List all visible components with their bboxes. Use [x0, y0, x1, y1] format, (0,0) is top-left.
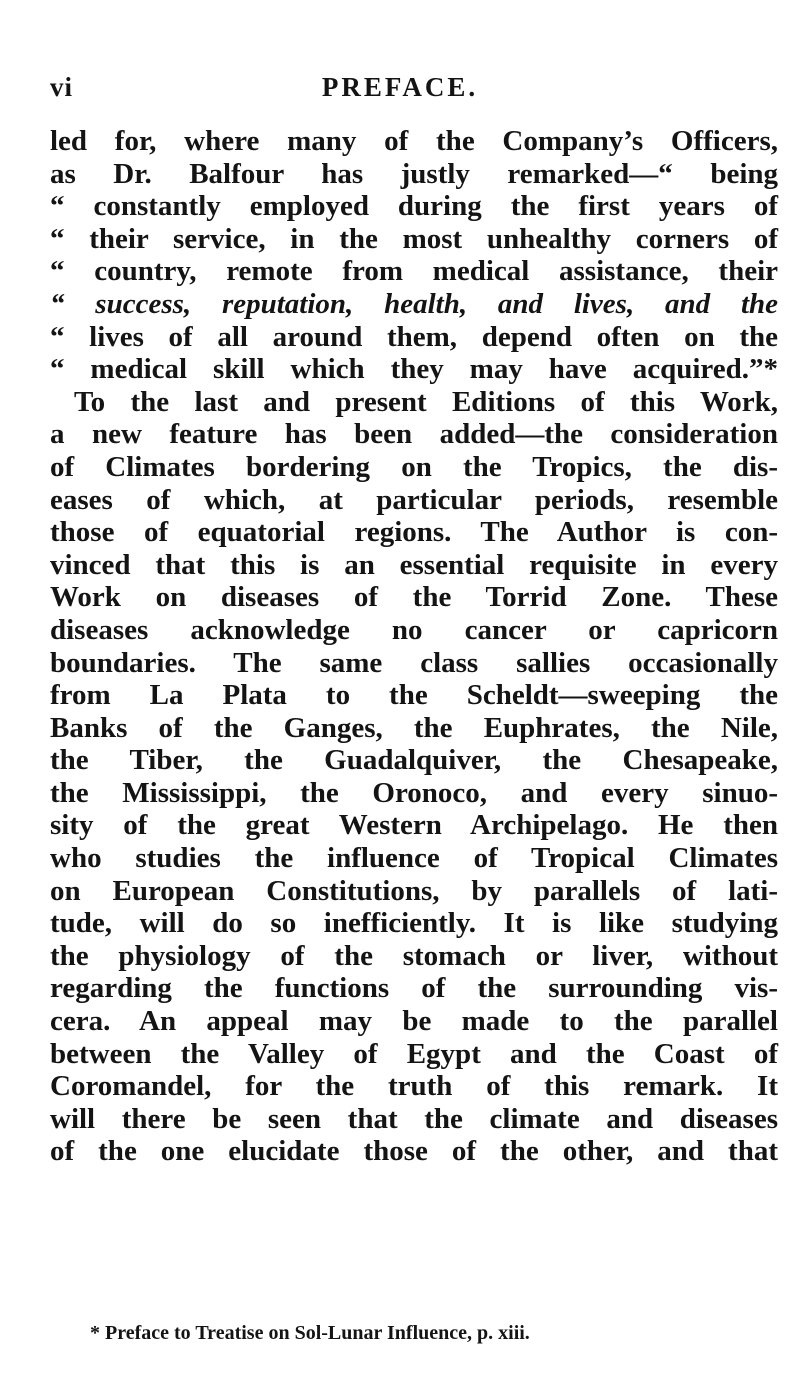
text-line: who studies the influence of Tropical Climates: [50, 842, 778, 875]
body-text: [50, 125, 778, 1168]
text-line: “ medical skill which they may have acquired.”*: [50, 353, 778, 386]
text-line: “ success, reputation, health, and lives, and the: [50, 287, 778, 320]
text-line: “ their service, in the most unhealthy corners of: [50, 222, 778, 255]
footnote: * Preface to Treatise on Sol-Lunar Influence, p. xiii.: [90, 1322, 530, 1344]
page-header: [36, 72, 764, 112]
text-line: cera. An appeal may be made to the parallel: [50, 1005, 778, 1038]
text-line: eases of which, at particular periods, resemble: [50, 483, 778, 516]
text-line: the physiology of the stomach or liver, without: [50, 939, 778, 972]
text-line: Work on diseases of the Torrid Zone. These: [50, 581, 778, 614]
text-line: led for, where many of the Company’s Officers,: [50, 125, 778, 157]
page-number: vi: [50, 72, 74, 102]
text-line: sity of the great Western Archipelago. He then: [50, 809, 778, 842]
text-line: Banks of the Ganges, the Euphrates, the Nile,: [50, 711, 778, 744]
text-line: Coromandel, for the truth of this remark. It: [50, 1070, 778, 1103]
text-line: the Tiber, the Guadalquiver, the Chesapeake,: [50, 744, 778, 777]
text-line: vinced that this is an essential requisite in every: [50, 548, 778, 581]
text-line: regarding the functions of the surrounding vis-: [50, 972, 778, 1005]
running-head: PREFACE.: [321, 72, 479, 102]
text-line: between the Valley of Egypt and the Coast of: [50, 1037, 778, 1070]
text-line: of the one elucidate those of the other, and that: [50, 1135, 778, 1168]
text-line: those of equatorial regions. The Author is con-: [50, 516, 778, 549]
text-line: from La Plata to the Scheldt—sweeping the: [50, 679, 778, 712]
text-line: the Mississippi, the Oronoco, and every sinuo-: [50, 776, 778, 809]
text-line: a new feature has been added—the consideration: [50, 418, 778, 451]
text-line: “ constantly employed during the first years of: [50, 190, 778, 223]
text-line: on European Constitutions, by parallels of lati-: [50, 874, 778, 907]
text-line: will there be seen that the climate and diseases: [50, 1102, 778, 1135]
text-line: boundaries. The same class sallies occasionally: [50, 646, 778, 679]
text-line: of Climates bordering on the Tropics, the dis-: [50, 450, 778, 483]
text-line: tude, will do so inefficiently. It is like studying: [50, 907, 778, 940]
text-line: To the last and present Editions of this Work,: [74, 385, 778, 418]
text-line: “ country, remote from medical assistance, their: [50, 255, 778, 288]
text-line: “ lives of all around them, depend often on the: [50, 320, 778, 353]
text-line: as Dr. Balfour has justly remarked—“ being: [50, 157, 778, 190]
text-line: diseases acknowledge no cancer or capricorn: [50, 613, 778, 646]
